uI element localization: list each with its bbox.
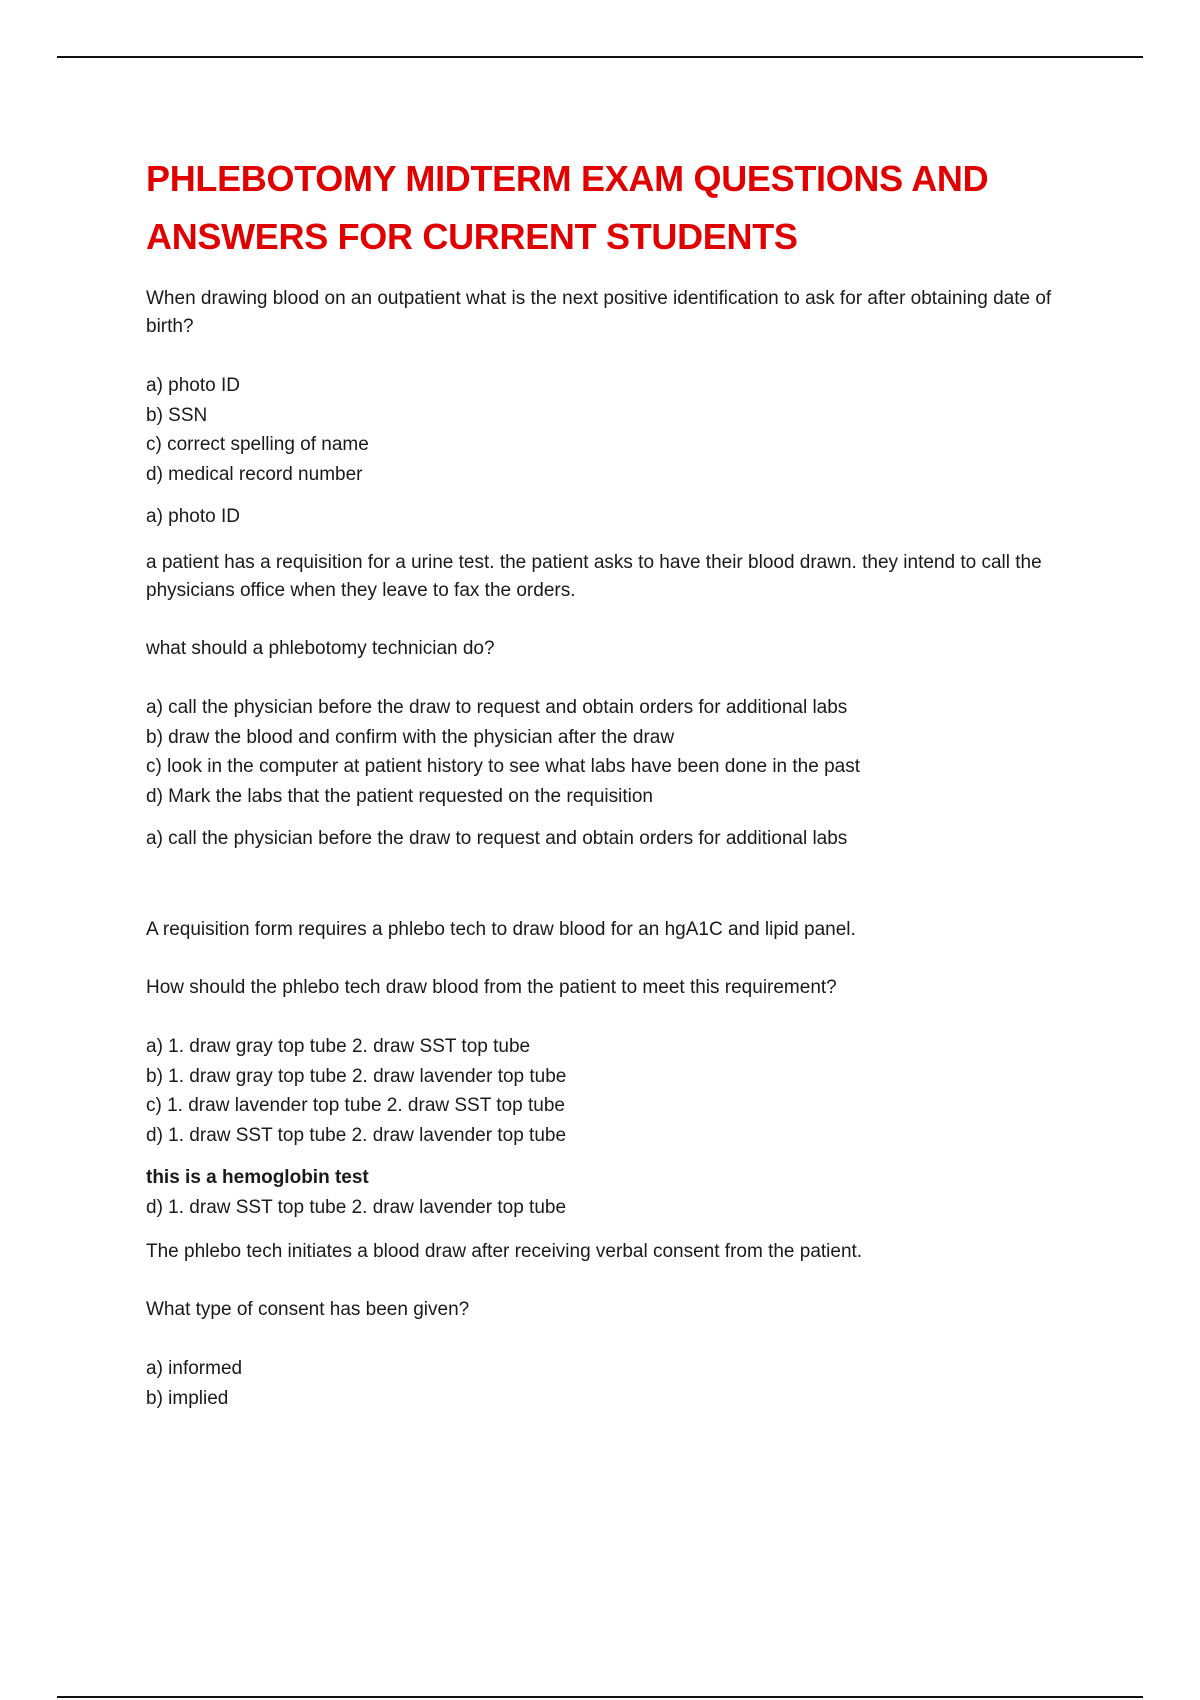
question-1-prompt: When drawing blood on an outpatient what is the next positive identification to ask for after obtaining date of birth? — [146, 288, 1052, 337]
question-1-options — [146, 371, 1092, 489]
option-a: a) call the physician before the draw to request and obtain orders for additional labs — [146, 697, 848, 718]
question-2-prompt: a patient has a requisition for a urine test. the patient asks to have their blood drawn. they intend to call the physicians office when they leave to fax the orders. — [146, 552, 1042, 601]
document-title — [146, 150, 1092, 266]
option-d: d) medical record number — [146, 463, 363, 485]
option-d: d) Mark the labs that the patient requested on the requisition — [146, 785, 653, 807]
question-3-note: this is a hemoglobin test — [146, 1167, 369, 1188]
option-a: a) informed — [146, 1358, 243, 1379]
question-3-options — [146, 1032, 1092, 1150]
question-3-prompt: A requisition form requires a phlebo tech to draw blood for an hgA1C and lipid panel. — [146, 919, 856, 940]
question-2 — [146, 549, 1092, 853]
question-3-answer: d) 1. draw SST top tube 2. draw lavender top tube — [146, 1197, 567, 1218]
question-2-answer: a) call the physician before the draw to request and obtain orders for additional labs — [146, 828, 848, 849]
question-1 — [146, 285, 1092, 531]
option-c: c) 1. draw lavender top tube 2. draw SST top tube — [146, 1095, 565, 1116]
option-d: d) 1. draw SST top tube 2. draw lavender top tube — [146, 1124, 567, 1146]
option-b: b) implied — [146, 1387, 229, 1409]
option-b: b) SSN — [146, 404, 208, 426]
option-a: a) 1. draw gray top tube 2. draw SST top tube — [146, 1036, 531, 1057]
title-line-1: PHLEBOTOMY MIDTERM EXAM QUESTIONS AND — [146, 158, 989, 199]
question-2-options — [146, 693, 1092, 811]
bottom-rule — [57, 1696, 1143, 1698]
option-c: c) look in the computer at patient history to see what labs have been done in the past — [146, 756, 860, 777]
document-body — [146, 150, 1092, 1413]
question-2-subprompt: what should a phlebotomy technician do? — [146, 638, 495, 659]
question-1-answer: a) photo ID — [146, 506, 240, 527]
question-4 — [146, 1238, 1092, 1413]
question-4-options — [146, 1354, 1092, 1413]
question-3-subprompt: How should the phlebo tech draw blood from the patient to meet this requirement? — [146, 977, 837, 998]
option-c: c) correct spelling of name — [146, 434, 369, 455]
title-line-2: ANSWERS FOR CURRENT STUDENTS — [146, 216, 798, 257]
question-4-prompt: The phlebo tech initiates a blood draw after receiving verbal consent from the patient. — [146, 1241, 863, 1262]
option-b: b) draw the blood and confirm with the physician after the draw — [146, 726, 675, 748]
question-4-subprompt: What type of consent has been given? — [146, 1299, 470, 1320]
option-b: b) 1. draw gray top tube 2. draw lavender top tube — [146, 1065, 567, 1087]
option-a: a) photo ID — [146, 375, 240, 396]
top-rule — [57, 56, 1143, 58]
question-3 — [146, 916, 1092, 1222]
